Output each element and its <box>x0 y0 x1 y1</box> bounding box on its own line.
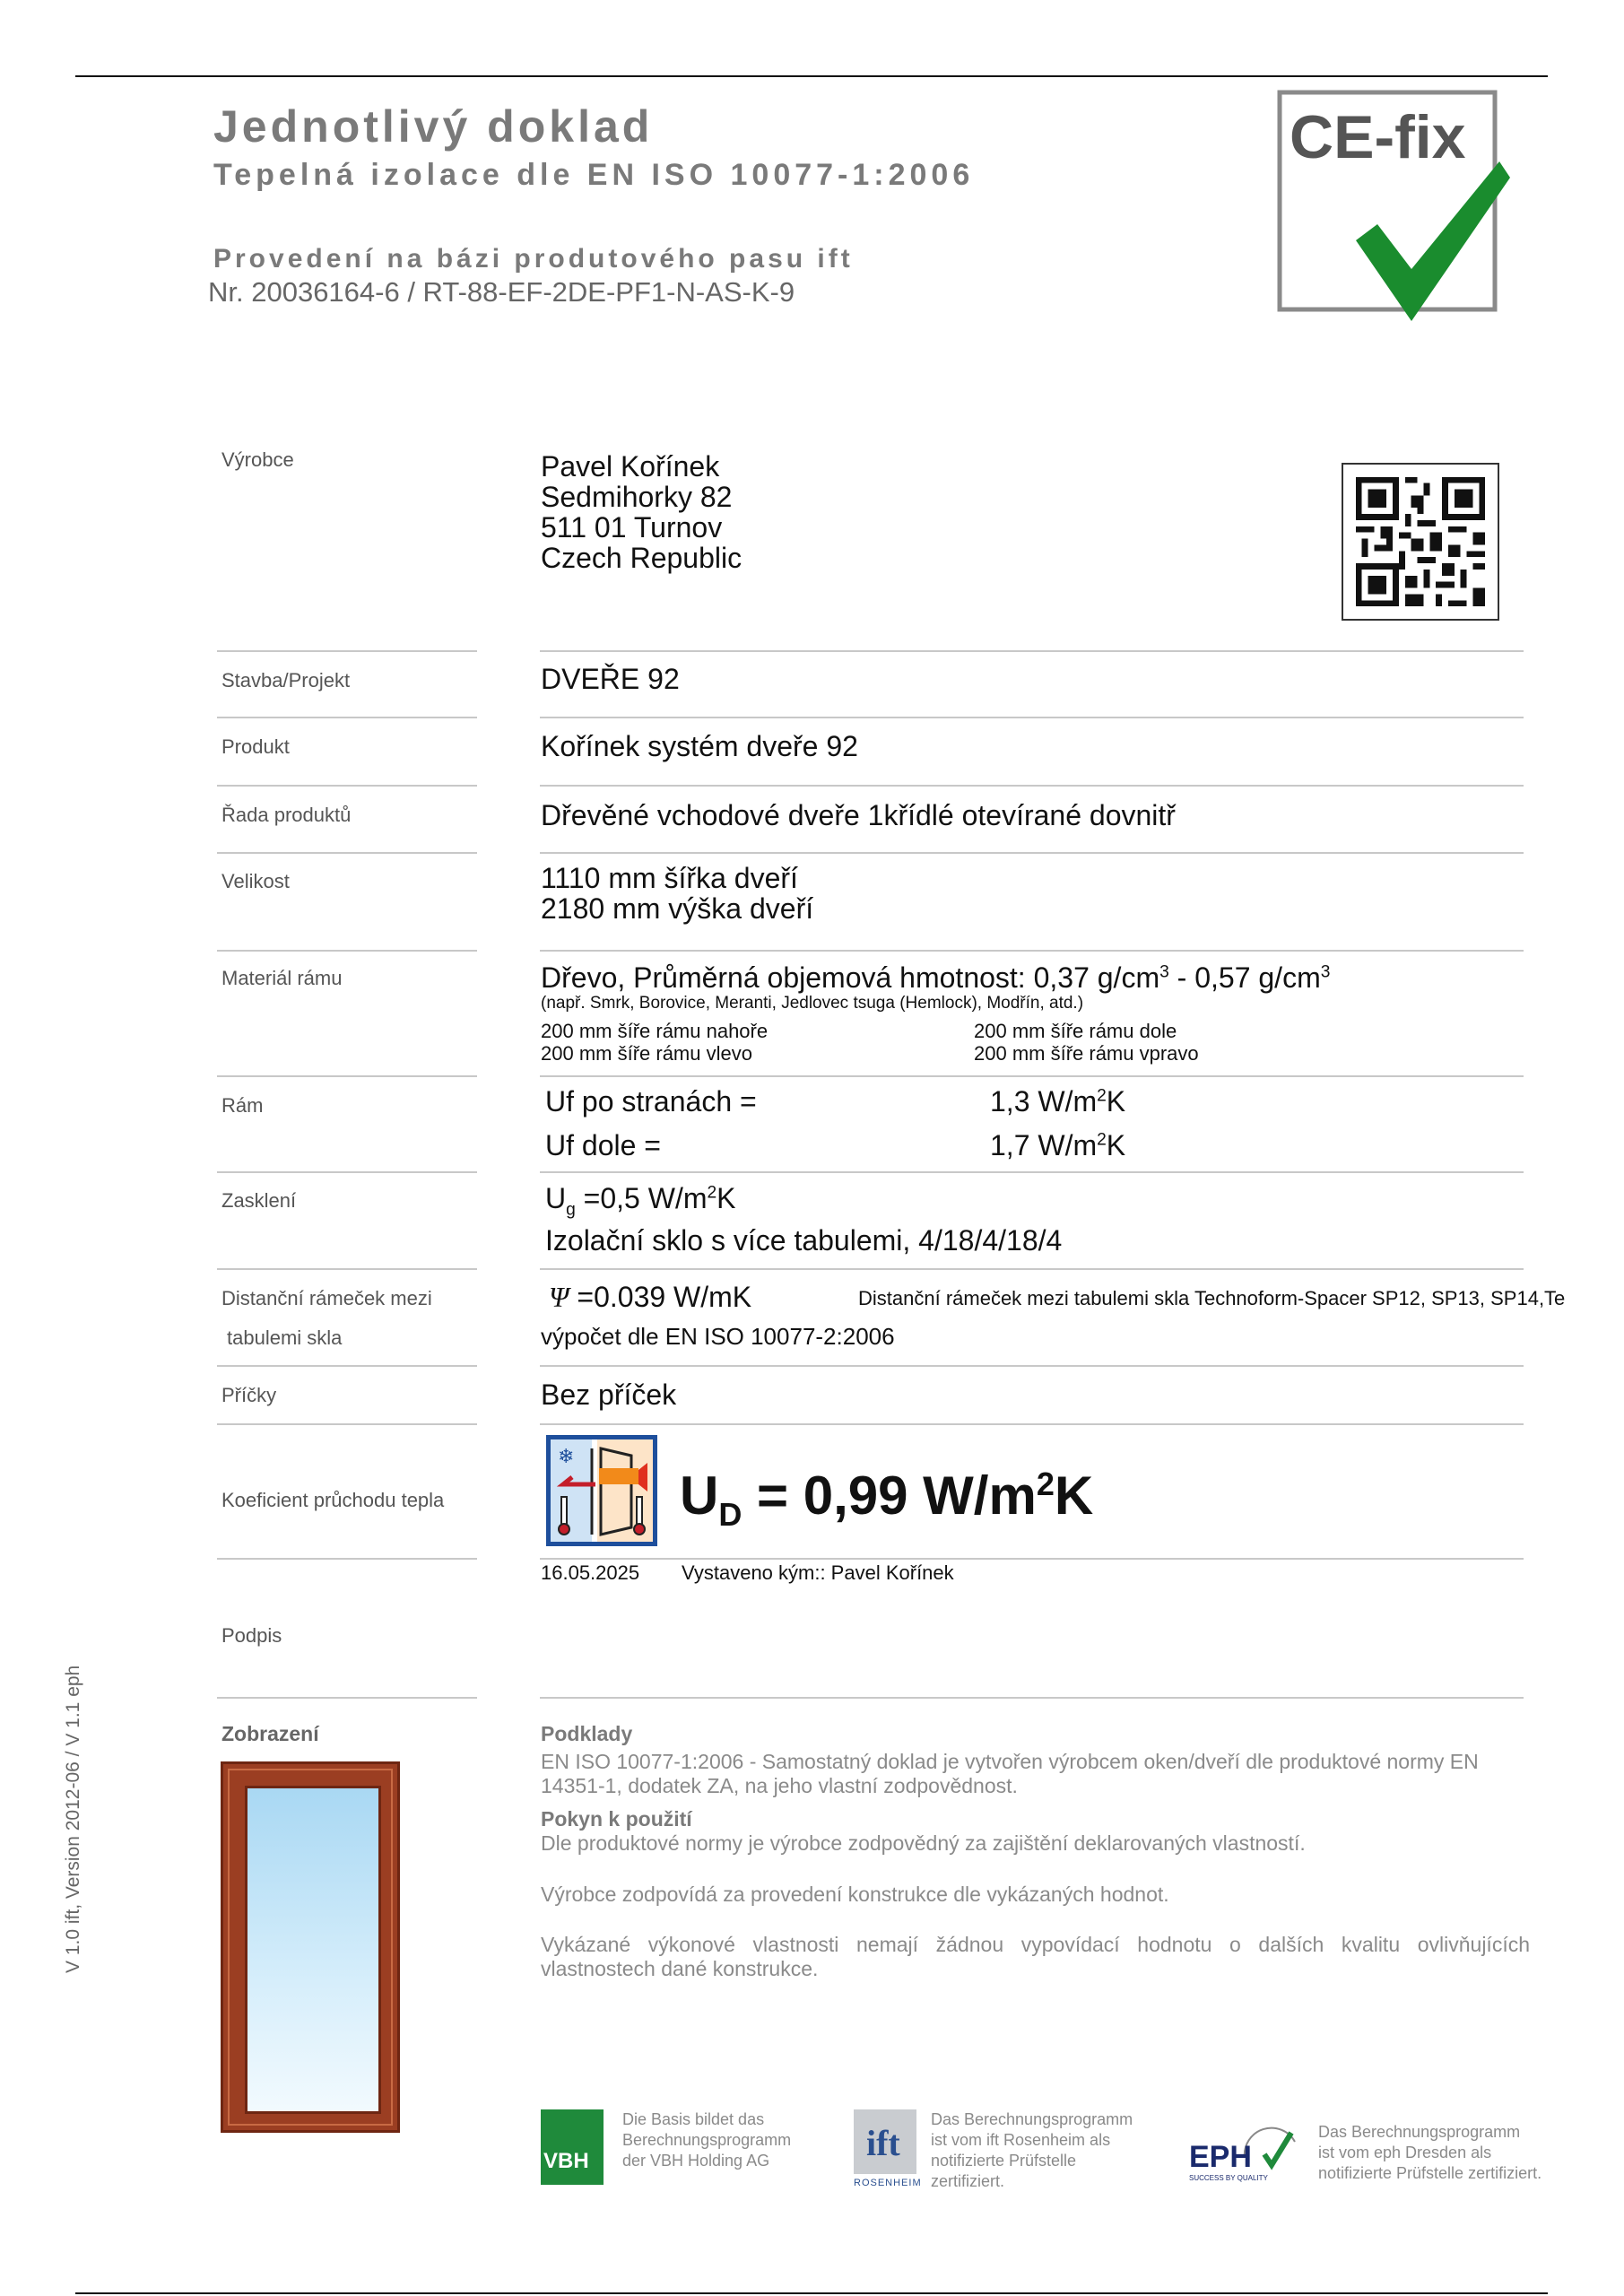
frame-width-bottom: 200 mm šíře rámu dole <box>974 1020 1177 1042</box>
uf-bottom-label: Uf dole = <box>545 1129 661 1161</box>
row-divider <box>217 852 477 854</box>
signature-label: Podpis <box>221 1624 282 1647</box>
ce-fix-logo <box>1277 90 1521 323</box>
row-divider <box>540 1558 1524 1560</box>
spacer-label-2: tabulemi skla <box>227 1326 343 1349</box>
spacer-calc: výpočet dle EN ISO 10077-2:2006 <box>541 1323 895 1350</box>
ift-logo: ift ROSENHEIM <box>854 2109 916 2192</box>
image-label: Zobrazení <box>221 1722 319 1745</box>
uf-bottom-value: 1,7 $W/m^2K$ <box>990 1129 1126 1161</box>
row-divider <box>217 1365 477 1367</box>
bottom-rule <box>75 2292 1548 2294</box>
row-divider <box>217 1171 477 1173</box>
series-label: Řada produktů <box>221 804 352 826</box>
manufacturer-city: 511 01 Turnov <box>541 511 723 544</box>
psi-value: Ψ =0.039 W/mK <box>549 1281 752 1313</box>
manufacturer-name: Pavel Kořínek <box>541 450 720 483</box>
frame-label: Rám <box>221 1094 264 1117</box>
row-divider <box>217 650 477 652</box>
row-divider <box>540 717 1524 718</box>
row-divider <box>540 1365 1524 1367</box>
series-value: Dřevěné vchodové dveře 1křídlé otevírané dovnitř <box>541 799 1176 831</box>
usage-title: Pokyn k použití <box>541 1807 692 1831</box>
row-divider <box>217 1268 477 1270</box>
svg-text:CE-fix: CE-fix <box>1290 103 1466 171</box>
disclaimer-text: Vykázané výkonové vlastnosti nemají žádnou vypovídací hodnotu o dalších kvalitu ovlivňujících vlastnostech dané konstrukce. <box>541 1933 1530 1980</box>
issued-by: Vystaveno kým:: Pavel Kořínek <box>682 1561 954 1584</box>
size-label: Velikost <box>221 870 290 892</box>
top-rule <box>75 75 1548 77</box>
row-divider <box>217 1558 477 1560</box>
row-divider <box>540 650 1524 652</box>
psi-symbol: Ψ <box>549 1281 569 1313</box>
version-note: V 1.0 ift, Version 2012-06 / V 1.1 eph <box>63 1665 83 1973</box>
issue-date: 16.05.2025 <box>541 1561 640 1584</box>
vbh-text: Die Basis bildet das Berechnungsprogramm der VBH Holding AG <box>622 2110 792 2170</box>
uf-sides-label: Uf po stranách = <box>545 1085 757 1118</box>
row-divider <box>217 785 477 787</box>
project-value: DVEŘE 92 <box>541 663 680 695</box>
passport-number: Nr. 20036164-6 / RT-88-EF-2DE-PF1-N-AS-K-9 <box>208 276 795 308</box>
spacer-label: Distanční rámeček mezi <box>221 1287 432 1309</box>
row-divider <box>540 852 1524 854</box>
heat-coefficient-label: Koeficient průchodu tepla <box>221 1489 445 1511</box>
usage-text: Dle produktové normy je výrobce zodpovědný za zajištění deklarovaných vlastností. <box>541 1831 1306 1855</box>
door-height: 2180 mm výška dveří <box>541 892 814 925</box>
thermal-door-icon <box>545 1434 658 1547</box>
glazing-description: Izolační sklo s více tabulemi, 4/18/4/18/4 <box>545 1224 1063 1257</box>
row-divider <box>540 950 1524 952</box>
door-width: 1110 mm šířka dveří <box>541 862 798 894</box>
product-value: Kořínek systém dveře 92 <box>541 730 858 762</box>
row-divider <box>217 950 477 952</box>
product-label: Produkt <box>221 735 290 758</box>
qr-code <box>1342 463 1499 621</box>
svg-text:❄: ❄ <box>558 1446 575 1468</box>
frame-width-left: 200 mm šíře rámu vlevo <box>541 1042 752 1065</box>
frame-width-right: 200 mm šíře rámu vpravo <box>974 1042 1199 1065</box>
ug-value: $U_g =0,5$ $W/m^2K$ <box>545 1182 736 1220</box>
document-subtitle: Tepelná izolace dle EN ISO 10077-1:2006 <box>213 158 975 192</box>
row-divider <box>217 717 477 718</box>
row-divider <box>217 1423 477 1425</box>
ift-text: Das Berechnungsprogramm ist vom ift Rosenheim als notifizierte Prüfstelle zertifiziert. <box>931 2110 1133 2190</box>
basis-line: Provedení na bázi produtového pasu ift <box>213 244 854 274</box>
eph-logo: EPH SUCCESS BY QUALITY <box>1189 2122 1297 2185</box>
muntins-value: Bez příček <box>541 1378 677 1411</box>
manufacturer-address <box>541 451 742 573</box>
muntins-label: Příčky <box>221 1384 277 1406</box>
row-divider <box>540 1171 1524 1173</box>
row-divider <box>540 1075 1524 1077</box>
door-glass <box>245 1786 381 2114</box>
document-title: Jednotlivý doklad <box>213 101 654 152</box>
glazing-label: Zasklení <box>221 1189 297 1212</box>
row-divider <box>540 785 1524 787</box>
basis-text: EN ISO 10077-1:2006 - Samostatný doklad je vytvořen výrobcem oken/dveří dle produktové normy EN 14351-1, dodatek ZA, na jeho vlastní zodpovědnost. <box>541 1750 1479 1797</box>
uf-sides-value: 1,3 $W/m^2K$ <box>990 1085 1126 1118</box>
row-divider <box>217 1697 477 1699</box>
row-divider <box>540 1423 1524 1425</box>
ud-value: $U_D = 0,99$ $W/m^2K$ <box>680 1465 1094 1533</box>
frame-material-note: (např. Smrk, Borovice, Meranti, Jedlovec tsuga (Hemlock), Modřín, atd.) <box>541 994 1084 1013</box>
vbh-logo: VBH <box>541 2109 604 2185</box>
row-divider <box>540 1268 1524 1270</box>
notes-block <box>541 1722 1530 1981</box>
frame-material-main: Dřevo, Průměrná objemová hmotnost: 0,37 $g/cm^3 - 0,57$ $g/cm^3$ <box>541 961 1331 994</box>
basis-title: Podklady <box>541 1722 633 1745</box>
eph-text: Das Berechnungsprogramm ist vom eph Dresden als notifizierte Prüfstelle zertifiziert. <box>1318 2123 1542 2182</box>
frame-width-top: 200 mm šíře rámu nahoře <box>541 1020 769 1042</box>
project-label: Stavba/Projekt <box>221 669 351 691</box>
row-divider <box>217 1075 477 1077</box>
size-value <box>541 863 813 924</box>
responsibility-text: Výrobce zodpovídá za provedení konstrukce dle vykázaných hodnot. <box>541 1883 1169 1906</box>
door-frame-image <box>221 1761 400 2133</box>
manufacturer-label: Výrobce <box>221 448 294 471</box>
row-divider <box>540 1697 1524 1699</box>
manufacturer-street: Sedmihorky 82 <box>541 481 733 513</box>
frame-material-label: Materiál rámu <box>221 967 343 989</box>
manufacturer-country: Czech Republic <box>541 542 743 574</box>
spacer-description: Distanční rámeček mezi tabulemi skla Technoform-Spacer SP12, SP13, SP14,Te <box>858 1287 1566 1309</box>
